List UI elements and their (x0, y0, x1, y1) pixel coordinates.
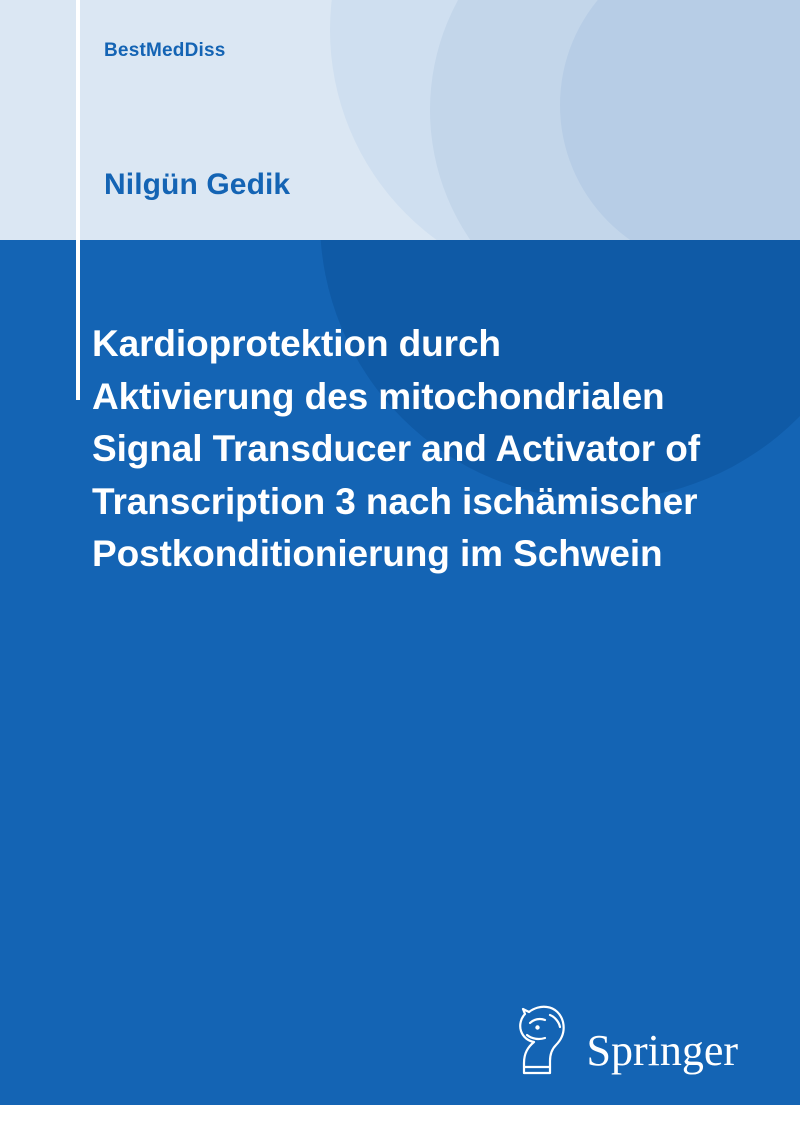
publisher-wordmark: Springer (586, 1026, 738, 1075)
header-band (0, 0, 800, 240)
author-name: Nilgün Gedik (104, 168, 291, 201)
vertical-rule (76, 0, 80, 400)
series-label: BestMedDiss (104, 40, 226, 61)
title-line: Postkonditionierung im Schwein (92, 533, 663, 575)
decorative-arc-inner (560, 0, 800, 240)
springer-knight-icon (510, 1003, 572, 1077)
book-title (92, 318, 752, 581)
title-line: Kardioprotektion durch (92, 323, 501, 364)
publisher-logo (510, 1003, 738, 1077)
bottom-white-strip (0, 1105, 800, 1135)
title-line: Aktivierung des mitochondrialen (92, 375, 665, 417)
title-line: Transcription 3 nach ischämischer (92, 480, 698, 522)
title-line: Signal Transducer and Activator of (92, 428, 700, 470)
